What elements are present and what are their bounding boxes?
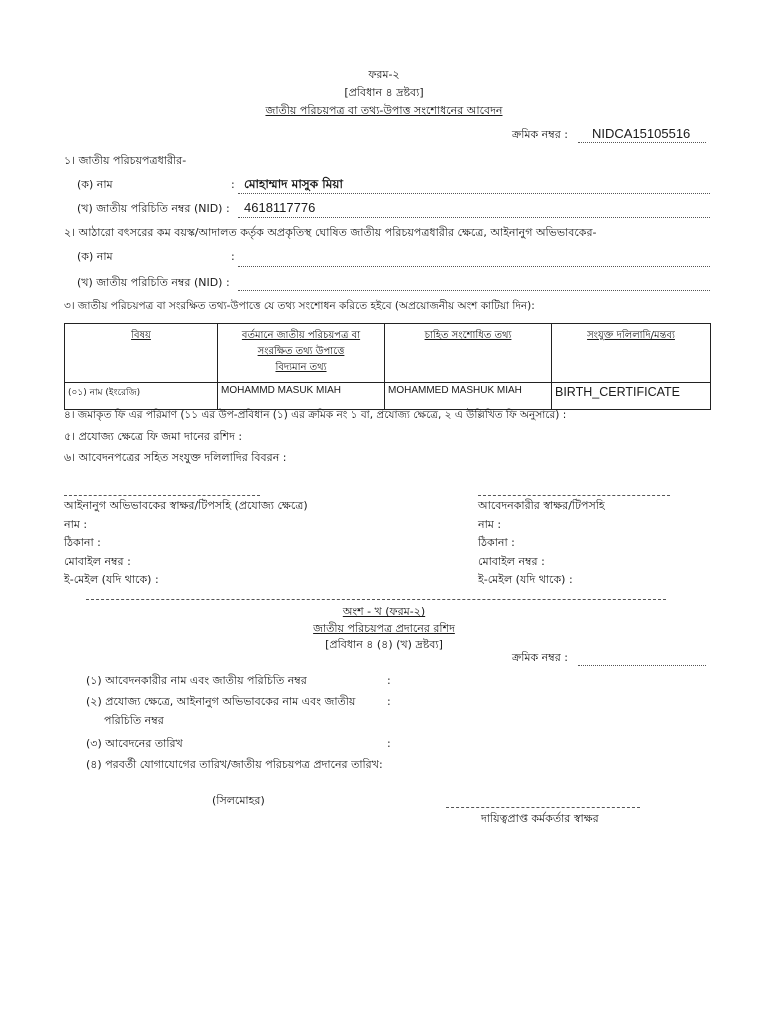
guardian-name: নাম : (64, 518, 88, 531)
receipt-item-applicant: (১) আবেদনকারীর নাম এবং জাতীয় পরিচিতি নম্বর (86, 674, 307, 687)
applicant-email: ই-মেইল (যদি থাকে) : (478, 573, 573, 586)
applicant-signature-label: আবেদনকারীর স্বাক্ষর/টিপসহি (478, 499, 605, 512)
holder-name-colon: : (231, 178, 235, 191)
cell-current: MOHAMMD MASUK MIAH (218, 383, 385, 410)
guardian-email: ই-মেইল (যদি থাকে) : (64, 573, 159, 586)
section2-heading: ২। আঠারো বৎসরের কম বয়স্ক/আদালত কর্তৃক অপ্রকৃতিস্থ ঘোষিত জাতীয় পরিচয়পত্রধারীর ক্ষেত্রে, আইনানুগ অভিভাবকের- (64, 226, 597, 239)
form-number: ফরম-২ (368, 68, 400, 81)
holder-name-value: মোহাম্মাদ মাসুক মিয়া (244, 177, 343, 191)
holder-name-label: (ক) নাম (77, 178, 113, 191)
header-subject: বিষয় (65, 324, 218, 383)
header-current-line3: বিদ্যমান তথ্য (275, 362, 327, 373)
documents-label: ৬। আবেদনপত্রের সহিত সংযুক্ত দলিলাদির বিবরন : (64, 451, 287, 464)
receipt-serial-line (578, 665, 706, 666)
guardian-name-line (238, 266, 710, 267)
guardian-name-colon: : (231, 250, 235, 263)
cell-attachment: BIRTH_CERTIFICATE (552, 383, 711, 410)
rule-reference: [প্রবিধান ৪ দ্রষ্টব্য] (344, 86, 424, 99)
table-row (65, 383, 711, 410)
fee-amount-label: ৪। জমাকৃত ফি এর পরিমাণ (১১ এর উপ-প্রবিধান (১) এর ক্রমিক নং ১ বা, প্রযোজ্য ক্ষেত্রে, ২ এ উল্লিখিত ফি অনুসারে) : (64, 409, 567, 421)
section1-heading: ১। জাতীয় পরিচয়পত্রধারীর- (64, 154, 187, 167)
receipt-item3-colon: : (387, 737, 391, 750)
correction-table (64, 323, 711, 410)
receipt-item-date: (৩) আবেদনের তারিখ (86, 737, 183, 750)
header-current-line2: সংরক্ষিত তথ্য উপাত্তে (257, 346, 345, 357)
header-attachment: সংযুক্ত দলিলাদি/মন্তব্য (552, 324, 711, 383)
receipt-serial-label: ক্রমিক নম্বর : (512, 651, 568, 664)
cut-line (86, 599, 666, 600)
receipt-item-guardian-cont: পরিচিতি নম্বর (104, 714, 164, 727)
guardian-signature-line (64, 495, 260, 496)
applicant-name: নাম : (478, 518, 502, 531)
serial-label: ক্রমিক নম্বর : (512, 128, 568, 141)
serial-value: NIDCA15105516 (592, 126, 691, 141)
seal-label: (সিলমোহর) (212, 794, 265, 807)
cell-subject: (০১) নাম (ইংরেজি) (65, 383, 218, 410)
holder-nid-label: (খ) জাতীয় পরিচিতি নম্বর (NID) : (77, 202, 230, 215)
cell-desired: MOHAMMED MASHUK MIAH (385, 383, 552, 410)
header-current-line1: বর্তমানে জাতীয় পরিচয়পত্র বা (241, 330, 361, 341)
holder-nid-value: 4618117776 (244, 200, 316, 215)
table-header-row (65, 324, 711, 383)
receipt-item-next-date: (৪) পরবর্তী যোগাযোগের তারিখ/জাতীয় পরিচয়পত্র প্রদানের তারিখ: (86, 758, 383, 771)
guardian-nid-label: (খ) জাতীয় পরিচিতি নম্বর (NID) : (77, 276, 230, 289)
applicant-address: ঠিকানা : (478, 536, 515, 549)
receipt-title: জাতীয় পরিচয়পত্র প্রদানের রশিদ (313, 622, 455, 635)
officer-signature-line (446, 807, 640, 808)
holder-nid-line (238, 217, 710, 218)
serial-line (578, 142, 706, 143)
holder-name-line (238, 193, 710, 194)
guardian-name-label: (ক) নাম (77, 250, 113, 263)
header-current-info (218, 324, 385, 383)
officer-signature-label: দায়িত্বপ্রাপ্ত কর্মকর্তার স্বাক্ষর (481, 812, 599, 825)
guardian-address: ঠিকানা : (64, 536, 101, 549)
guardian-mobile: মোবাইল নম্বর : (64, 555, 131, 568)
applicant-signature-line (478, 495, 670, 496)
header-desired-info: চাহিত সংশোধিত তথ্য (385, 324, 552, 383)
applicant-mobile: মোবাইল নম্বর : (478, 555, 545, 568)
receipt-rule-reference: [প্রবিধান ৪ (৪) (খ) দ্রষ্টব্য] (325, 638, 443, 651)
receipt-item2-colon: : (387, 695, 391, 708)
section3-heading: ৩। জাতীয় পরিচয়পত্র বা সংরক্ষিত তথ্য-উপাত্তে যে তথ্য সংশোধন করিতে হইবে (অপ্রয়োজনীয় অংশ কাটিয়া দিন): (64, 300, 535, 312)
guardian-signature-label: আইনানুগ অভিভাবকের স্বাক্ষর/টিপসহি (প্রযোজ্য ক্ষেত্রে) (64, 499, 308, 512)
receipt-item-guardian: (২) প্রযোজ্য ক্ষেত্রে, আইনানুগ অভিভাবকের নাম এবং জাতীয় (86, 695, 356, 708)
guardian-nid-line (238, 290, 710, 291)
fee-receipt-label: ৫। প্রযোজ্য ক্ষেত্রে ফি জমা দানের রশিদ : (64, 430, 243, 443)
receipt-item1-colon: : (387, 674, 391, 687)
receipt-part-label: অংশ - খ (ফরম-২) (342, 605, 426, 618)
form-title: জাতীয় পরিচয়পত্র বা তথ্য-উপাত্ত সংশোধনের আবেদন (265, 104, 503, 117)
